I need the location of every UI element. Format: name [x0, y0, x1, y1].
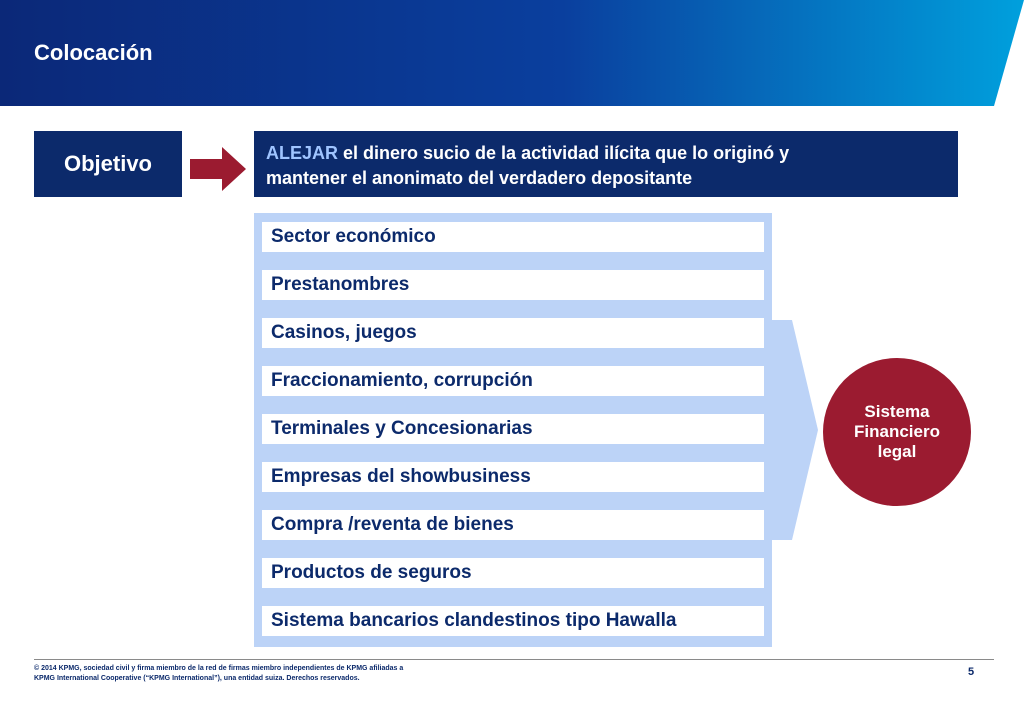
list-item: Compra /reventa de bienes	[262, 510, 764, 540]
footer-line1: © 2014 KPMG, sociedad civil y firma miembro de la red de firmas miembro independientes de KPMG afiliadas a	[34, 665, 404, 672]
list-item: Productos de seguros	[262, 558, 764, 588]
list-item: Sistema bancarios clandestinos tipo Hawalla	[262, 606, 764, 636]
list-item: Empresas del showbusiness	[262, 462, 764, 492]
list-item: Fraccionamiento, corrupción	[262, 366, 764, 396]
list-item: Terminales y Concesionarias	[262, 414, 764, 444]
objective-text-line1: el dinero sucio de la actividad ilícita que lo originó y	[338, 143, 790, 163]
objective-text-line2: mantener el anonimato del verdadero depositante	[266, 168, 693, 188]
objective-highlight: ALEJAR	[266, 143, 339, 163]
footer-divider	[34, 659, 994, 660]
objective-label: Objetivo	[34, 131, 182, 197]
slide-title: Colocación	[34, 40, 153, 65]
target-circle	[823, 358, 971, 506]
footer-copyright	[34, 664, 454, 684]
items-panel	[254, 213, 772, 647]
objective-description	[254, 131, 958, 197]
target-line2: Financiero	[854, 422, 940, 441]
list-item: Prestanombres	[262, 270, 764, 300]
page-number: 5	[968, 666, 975, 678]
flow-arrow-icon	[772, 320, 818, 540]
target-line3: legal	[877, 442, 917, 461]
list-item: Casinos, juegos	[262, 318, 764, 348]
list-item: Sector económico	[262, 222, 764, 252]
header-banner	[0, 0, 1024, 106]
target-line1: Sistema	[864, 402, 930, 421]
footer-line2: KPMG International Cooperative (“KPMG International”), una entidad suiza. Derechos reservados.	[34, 675, 360, 682]
arrow-right-icon	[190, 147, 246, 191]
